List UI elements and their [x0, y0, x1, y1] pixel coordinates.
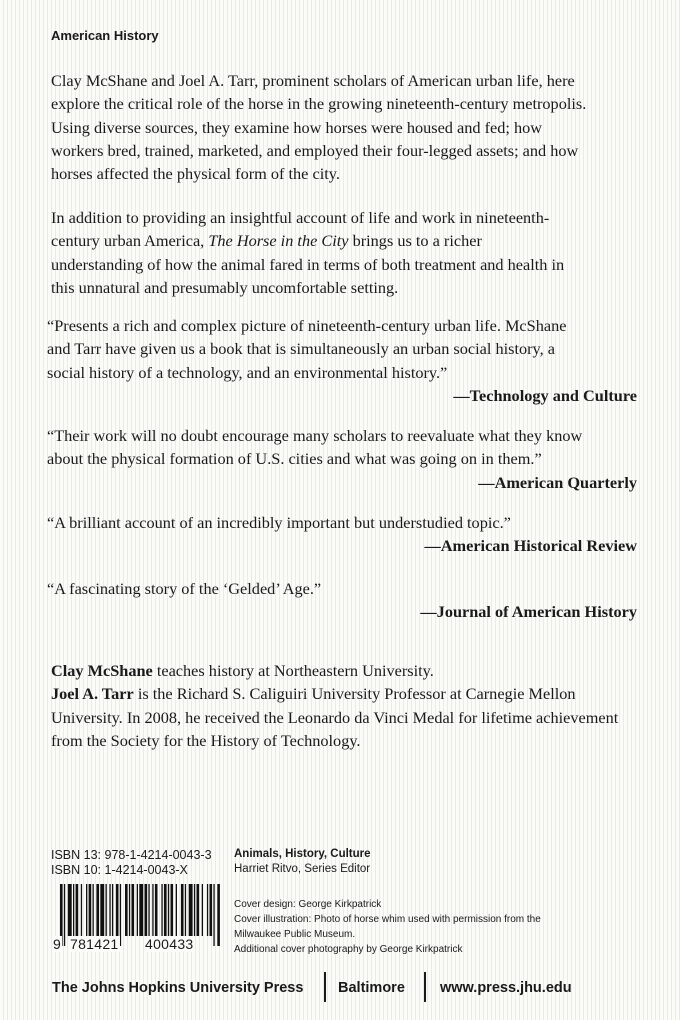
barcode-bar [106, 884, 107, 936]
review-quote [47, 577, 637, 624]
barcode-bar [125, 884, 128, 936]
isbn-10: ISBN 10: 1-4214-0043-X [51, 863, 188, 877]
barcode-bar [137, 884, 138, 936]
description-paragraph: Clay McShane and Joel A. Tarr, prominent scholars of American urban life, here explore the critical role of the horse in the growing nineteenth-century metropolis. Using diverse sources, they examine how horses were housed and fed; how workers bred, trained, marketed, and employed their four-legged assets; and how horses affected the physical form of the city. [51, 71, 587, 184]
barcode-bar [81, 884, 82, 936]
quote-source: —Technology and Culture [453, 385, 637, 405]
barcode-bar [155, 884, 158, 936]
barcode-bar [197, 884, 200, 936]
barcode-bar [96, 884, 99, 936]
quote-text: “A brilliant account of an incredibly important but understudied topic.” [47, 513, 511, 532]
description-paragraph: In addition to providing an insightful account of life and work in nineteenth- century urban America, The Horse in the City brings us to a richer understanding of how the animal fared in terms of both treatment and health in this unnatural and presumably uncomfortable setting. [51, 208, 565, 297]
barcode-bar [132, 884, 135, 936]
barcode-bar [176, 884, 177, 936]
credit-line: Cover illustration: Photo of horse whim used with permission from the [234, 914, 541, 925]
quote-text: “Their work will no doubt encourage many scholars to reevaluate what they know about the physical formation of U.S. cities and what was going on in them.” [47, 426, 583, 469]
barcode-bar [161, 884, 162, 936]
isbn-13: ISBN 13: 978-1-4214-0043-3 [51, 848, 212, 862]
series-title: Animals, History, Culture [234, 848, 371, 860]
barcode-bar [185, 884, 186, 936]
barcode-bar [86, 884, 87, 936]
barcode-bar [89, 884, 92, 936]
barcode-bar [164, 884, 167, 936]
barcode-bar [181, 884, 184, 936]
barcode-bar [68, 884, 72, 936]
quote-text: “Presents a rich and complex picture of nineteenth-century urban life. McShane and Tarr have given us a book that is simultaneously an urban social history, a social history of a technology, and an environmental history.” [47, 316, 567, 382]
author-name: Clay McShane [51, 661, 153, 680]
credit-line: Additional cover photography by George Kirkpatrick [234, 944, 463, 955]
publisher-footer [0, 970, 680, 1006]
footer-divider [324, 972, 326, 1002]
barcode-digits: 9 781421 400433 [53, 936, 194, 952]
barcode-bar [189, 884, 193, 936]
barcode-bar [194, 884, 195, 936]
author-bio: Clay McShane teaches history at Northeastern University. [51, 661, 434, 680]
author-name: Joel A. Tarr [51, 684, 134, 704]
barcode-bar [210, 884, 213, 936]
publisher-name: The Johns Hopkins University Press [52, 980, 304, 996]
review-quote [47, 511, 637, 558]
barcode-bar [168, 884, 169, 936]
series-editor: Harriet Ritvo, Series Editor [234, 863, 371, 875]
barcode-bar [100, 884, 104, 936]
quote-text: “A fascinating story of the ‘Gelded’ Age.” [47, 579, 322, 598]
barcode-bar [207, 884, 208, 936]
barcode [52, 884, 222, 954]
barcode-bar [73, 884, 74, 936]
barcode-bar [202, 884, 203, 936]
series-info [234, 847, 371, 877]
cover-credits [234, 897, 564, 957]
credit-line: Milwaukee Public Museum. [234, 929, 356, 940]
category-label: American History [51, 28, 159, 43]
barcode-bar [139, 884, 143, 936]
publisher-city: Baltimore [338, 980, 405, 996]
barcode-bar [145, 884, 148, 936]
barcode-bar [152, 884, 153, 936]
author-bios [51, 659, 641, 752]
footer-divider [424, 972, 426, 1002]
barcode-bar [76, 884, 79, 936]
review-quote [47, 424, 637, 494]
quote-source: —American Quarterly [478, 472, 637, 492]
barcode-bar [148, 884, 149, 936]
publisher-url[interactable]: www.press.jhu.edu [440, 980, 572, 996]
quote-source: —Journal of American History [420, 602, 637, 622]
quote-source: —American Historical Review [424, 536, 637, 556]
isbn-block [51, 848, 212, 878]
review-quote [47, 314, 637, 407]
book-title: The Horse in the City [208, 231, 349, 251]
author-bio: Joel A. Tarr is the Richard S. Caliguiri University Professor at Carnegie Mellon University. In 2008, he received the Leonardo da Vinci Medal for lifetime achievement from the Society for the History of Technology. [51, 684, 619, 750]
barcode-bar [112, 884, 113, 936]
barcode-bar [109, 884, 110, 936]
barcode-bar [129, 884, 130, 936]
barcode-bar [93, 884, 94, 936]
credit-line: Cover design: George Kirkpatrick [234, 899, 382, 910]
barcode-bar [171, 884, 174, 936]
